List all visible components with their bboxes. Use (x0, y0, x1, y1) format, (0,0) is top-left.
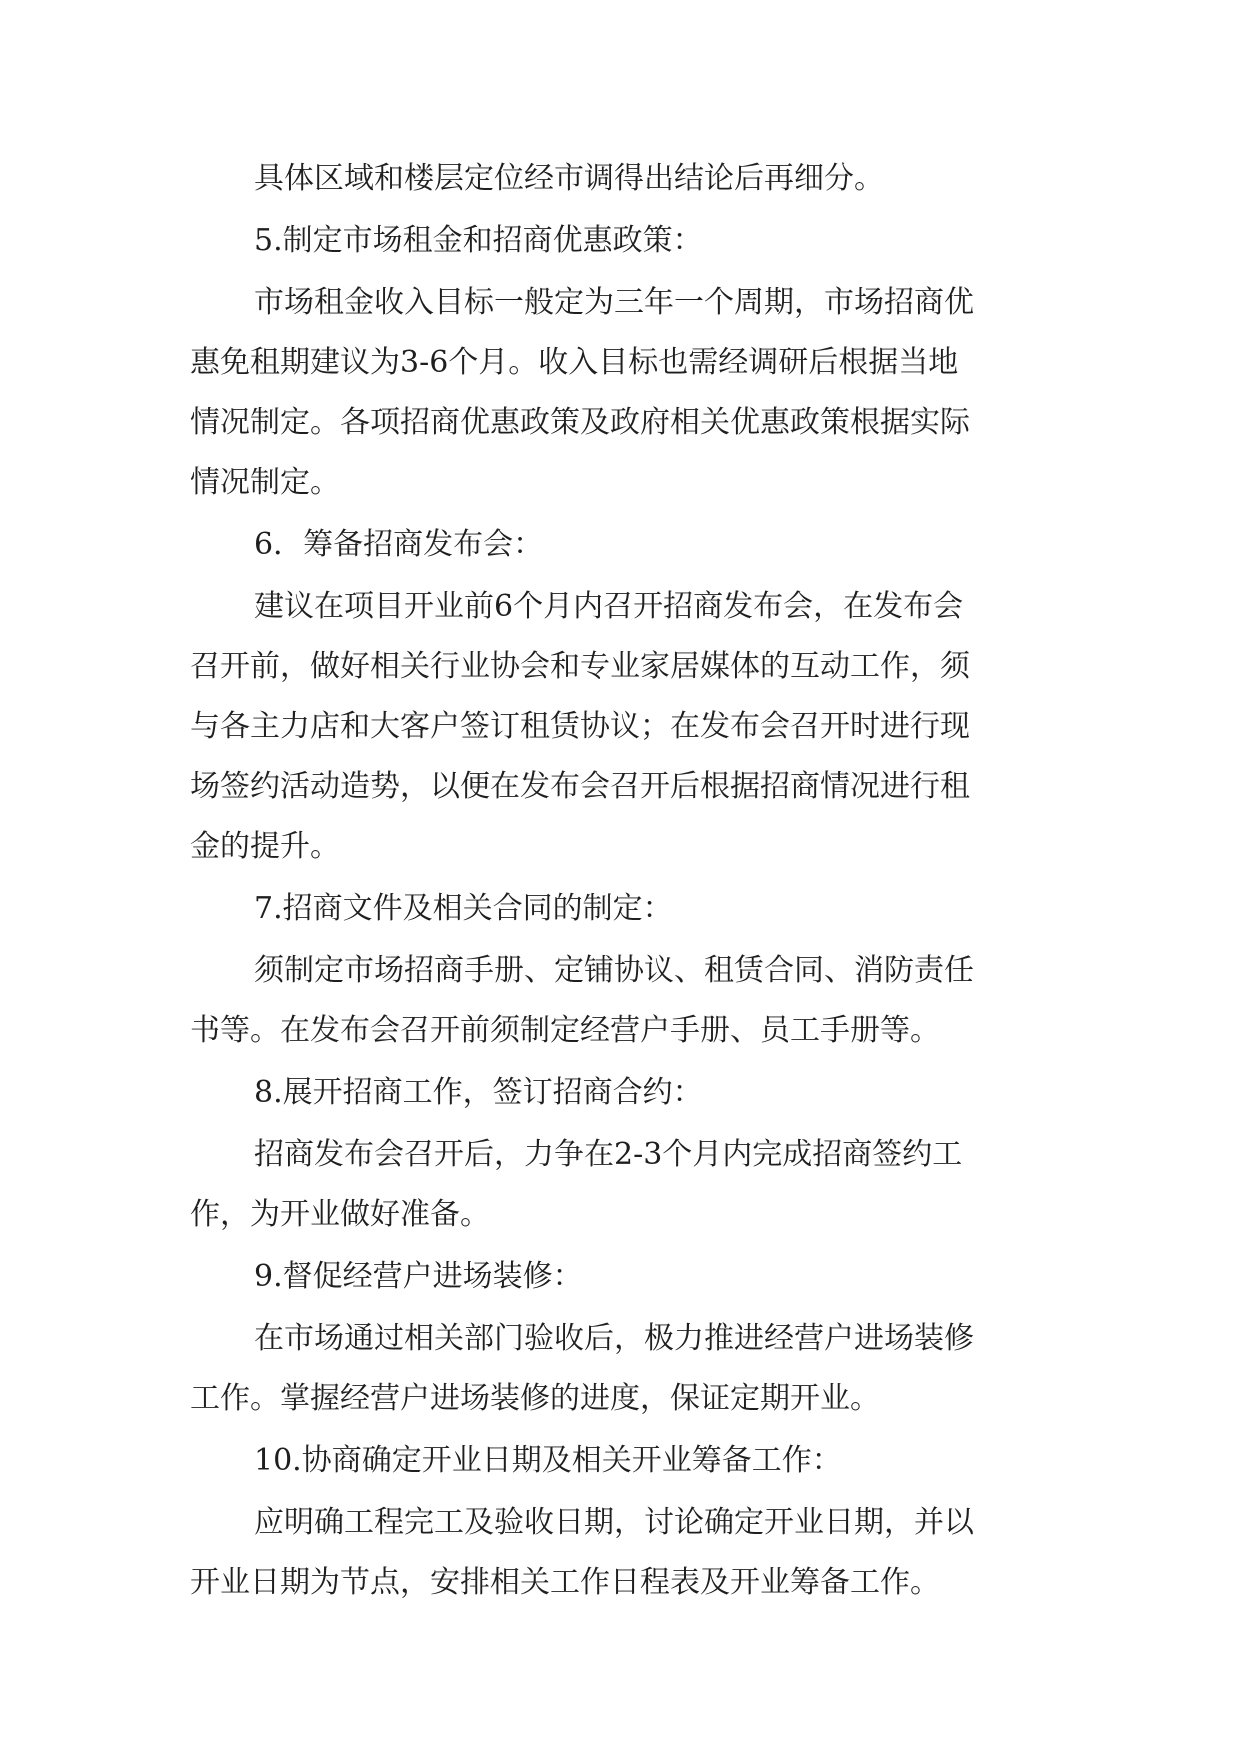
text-line: 金的提升。 (190, 829, 340, 864)
text-line: 招商发布会召开后，力争在2-3个月内完成招商签约工 (254, 1137, 963, 1172)
text-line: 作，为开业做好准备。 (190, 1197, 490, 1232)
text-line: 情况制定。各项招商优惠政策及政府相关优惠政策根据实际 (190, 405, 970, 440)
section-heading-9: 9.督促经营户进场装修： (254, 1259, 583, 1294)
section-heading-10: 10.协商确定开业日期及相关开业筹备工作： (254, 1443, 842, 1478)
section-heading-7: 7.招商文件及相关合同的制定： (254, 891, 673, 926)
text-line: 情况制定。 (190, 465, 340, 500)
text-line: 惠免租期建议为3-6个月。收入目标也需经调研后根据当地 (190, 345, 959, 380)
text-line: 开业日期为节点，安排相关工作日程表及开业筹备工作。 (190, 1565, 940, 1600)
text-line: 市场租金收入目标一般定为三年一个周期，市场招商优 (254, 285, 974, 320)
text-line: 召开前，做好相关行业协会和专业家居媒体的互动工作，须 (190, 649, 970, 684)
text-line: 书等。在发布会召开前须制定经营户手册、员工手册等。 (190, 1013, 940, 1048)
text-line: 场签约活动造势，以便在发布会召开后根据招商情况进行租 (190, 769, 970, 804)
text-line: 建议在项目开业前6个月内召开招商发布会，在发布会 (254, 589, 964, 624)
section-heading-8: 8.展开招商工作，签订招商合约： (254, 1075, 703, 1110)
text-line: 须制定市场招商手册、定铺协议、租赁合同、消防责任 (254, 953, 974, 988)
text-line: 具体区域和楼层定位经市调得出结论后再细分。 (254, 161, 884, 196)
section-heading-6: 6．筹备招商发布会： (254, 527, 544, 562)
text-line: 工作。掌握经营户进场装修的进度，保证定期开业。 (190, 1381, 880, 1416)
text-line: 与各主力店和大客户签订租赁协议；在发布会召开时进行现 (190, 709, 970, 744)
text-line: 在市场通过相关部门验收后，极力推进经营户进场装修 (254, 1321, 974, 1356)
text-line: 应明确工程完工及验收日期，讨论确定开业日期，并以 (254, 1505, 974, 1540)
section-heading-5: 5.制定市场租金和招商优惠政策： (254, 223, 703, 258)
